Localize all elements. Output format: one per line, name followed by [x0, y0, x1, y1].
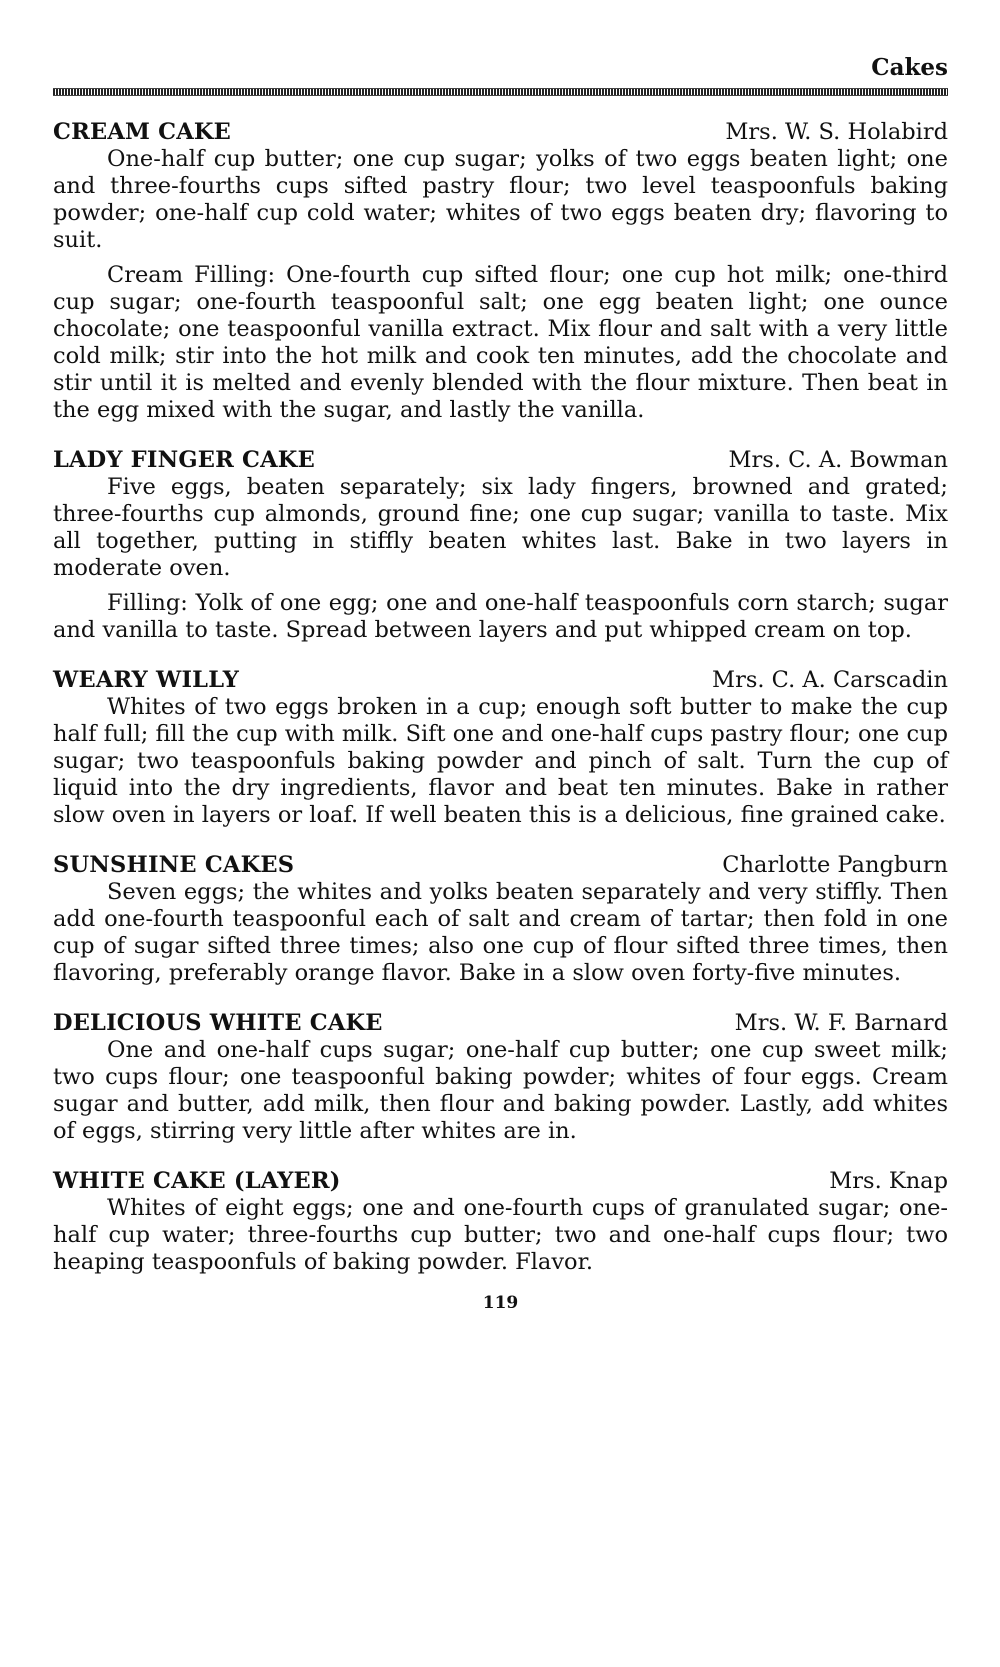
recipe-heading [53, 666, 948, 694]
page-number: 119 [482, 1293, 519, 1313]
recipe-heading [53, 1009, 948, 1037]
recipe-heading [53, 1167, 948, 1195]
recipe-author: Mrs. C. A. Bowman [728, 447, 948, 473]
recipe-author: Mrs. W. F. Barnard [734, 1010, 948, 1036]
recipe-title: WEARY WILLY [53, 667, 240, 693]
header-rule [53, 88, 948, 96]
recipe-paragraph: Filling: Yolk of one egg; one and one-half teaspoonfuls corn starch; sugar and vanilla to taste. Spread between layers and put whipped cream on top. [53, 590, 948, 643]
recipe-title: CREAM CAKE [53, 119, 232, 145]
running-header: Cakes [871, 54, 948, 81]
recipe-paragraph: Seven eggs; the whites and yolks beaten separately and very stiffly. Then add one-fourth teaspoonful each of salt and cream of tartar; then fold in one cup of sugar sifted three times; also one cup of flour sifted three times, then flavoring, preferably orange flavor. Bake in a slow oven forty-five minutes. [53, 879, 948, 986]
recipe-title: WHITE CAKE (LAYER) [53, 1168, 341, 1194]
recipe-author: Mrs. Knap [829, 1168, 948, 1194]
recipe-author: Mrs. W. S. Holabird [725, 119, 948, 145]
recipe-paragraph: Cream Filling: One-fourth cup sifted flour; one cup hot milk; one-third cup sugar; one-fourth teaspoonful salt; one egg beaten light; one ounce chocolate; one teaspoonful vanilla extract. Mix flour and salt with a very little cold milk; stir into the hot milk and cook ten minutes, add the chocolate and stir until it is melted and evenly blended with the flour mixture. Then beat in the egg mixed with the sugar, and lastly the vanilla. [53, 262, 948, 423]
recipe-cream-cake [53, 118, 948, 424]
recipe-heading [53, 118, 948, 146]
recipe-paragraph: One and one-half cups sugar; one-half cup butter; one cup sweet milk; two cups flour; one teaspoonful baking powder; whites of four eggs. Cream sugar and butter, add milk, then flour and baking powder. Lastly, add whites of eggs, stirring very little after whites are in. [53, 1037, 948, 1144]
recipe-heading [53, 851, 948, 879]
recipe-paragraph: One-half cup butter; one cup sugar; yolks of two eggs beaten light; one and three-fourths cups sifted pastry flour; two level teaspoonfuls baking powder; one-half cup cold water; whites of two eggs beaten dry; flavoring to suit. [53, 146, 948, 253]
recipe-author: Mrs. C. A. Carscadin [712, 667, 948, 693]
recipe-sunshine-cakes [53, 851, 948, 987]
recipe-title: LADY FINGER CAKE [53, 447, 315, 473]
recipe-heading [53, 446, 948, 474]
recipe-title: SUNSHINE CAKES [53, 852, 295, 878]
recipe-paragraph: Whites of eight eggs; one and one-fourth cups of granulated sugar; one-half cup water; three-fourths cup butter; two and one-half cups flour; two heaping teaspoonfuls of baking powder. Flavor. [53, 1195, 948, 1275]
recipe-delicious-white-cake [53, 1009, 948, 1145]
recipe-white-cake-layer [53, 1167, 948, 1276]
recipe-paragraph: Whites of two eggs broken in a cup; enough soft butter to make the cup half full; fill the cup with milk. Sift one and one-half cups pastry flour; one cup sugar; two teaspoonfuls baking powder and pinch of salt. Turn the cup of liquid into the dry ingredients, flavor and beat ten minutes. Bake in rather slow oven in layers or loaf. If well beaten this is a delicious, fine grained cake. [53, 694, 948, 828]
recipe-lady-finger-cake [53, 446, 948, 644]
page-content [53, 52, 948, 1314]
recipe-title: DELICIOUS WHITE CAKE [53, 1010, 383, 1036]
recipe-weary-willy [53, 666, 948, 829]
recipe-author: Charlotte Pangburn [722, 852, 948, 878]
recipe-paragraph: Five eggs, beaten separately; six lady fingers, browned and grated; three-fourths cup almonds, ground fine; one cup sugar; vanilla to taste. Mix all together, putting in stiffly beaten whites last. Bake in two layers in moderate oven. [53, 474, 948, 581]
